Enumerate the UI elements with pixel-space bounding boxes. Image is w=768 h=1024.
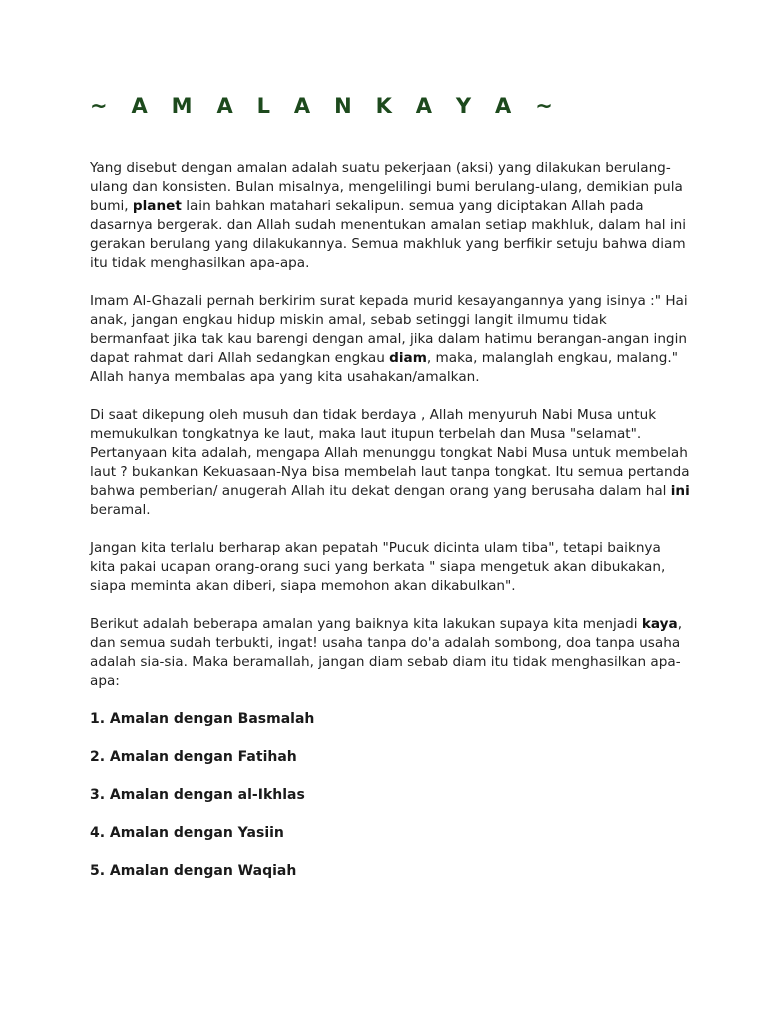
paragraph-intro [90, 159, 690, 273]
paragraph-musa [90, 406, 690, 520]
emphasis-text: ini [670, 483, 690, 499]
list-item: 1. Amalan dengan Basmalah [90, 711, 315, 727]
paragraph-text: beramal. [90, 502, 151, 518]
list-item: 4. Amalan dengan Yasiin [90, 825, 284, 841]
paragraph-text: , dan semua sudah terbukti, ingat! usaha tanpa do'a adalah sombong, doa tanpa usaha adalah sia-sia. Maka beramallah, jangan diam sebab diam itu tidak menghasilkan apa-apa: [90, 616, 683, 689]
paragraph-text: Yang disebut dengan amalan adalah suatu pekerjaan (aksi) yang dilakukan berulang-ulang dan konsisten. Bulan misalnya, mengelilingi bumi berulang-ulang, demikian pula bumi, [90, 160, 683, 214]
list-item: 2. Amalan dengan Fatihah [90, 749, 297, 765]
emphasis-text: planet [132, 198, 182, 214]
emphasis-text: diam [389, 350, 427, 366]
paragraph-amalan-intro [90, 615, 690, 691]
paragraph-text: , maka, malanglah engkau, malang." Allah hanya membalas apa yang kita usahakan/amalkan. [90, 350, 679, 385]
list-item: 3. Amalan dengan al-Ikhlas [90, 787, 305, 803]
paragraph-text: Berikut adalah beberapa amalan yang baiknya kita lakukan supaya kita menjadi [90, 616, 642, 632]
paragraph-pepatah [90, 539, 690, 596]
paragraph-text: Jangan kita terlalu berharap akan pepatah "Pucuk dicinta ulam tiba", tetapi baiknya kita pakai ucapan orang-orang suci yang berkata " siapa mengetuk akan dibukakan, siapa meminta akan diberi, siapa memohon akan dikabulkan". [90, 540, 666, 594]
paragraph-text: lain bahkan matahari sekalipun. semua yang diciptakan Allah pada dasarnya bergerak. dan Allah sudah menentukan amalan setiap makhluk, dalam hal ini gerakan berulang yang dilakukannya. Semua makhluk yang berfikir setuju bahwa diam itu tidak menghasilkan apa-apa. [90, 198, 687, 271]
document-title: ~ A M A L A N K A Y A ~ [90, 94, 562, 118]
paragraph-text: Di saat dikepung oleh musuh dan tidak berdaya , Allah menyuruh Nabi Musa untuk memukulkan tongkatnya ke laut, maka laut itupun terbelah dan Musa "selamat". Pertanyaan kita adalah, mengapa Allah menunggu tongkat Nabi Musa untuk membelah laut ? bukankan Kekuasaan-Nya bisa membelah laut tanpa tongkat. Itu semua pertanda bahwa pemberian/ anugerah Allah itu dekat dengan orang yang berusaha dalam hal [90, 407, 690, 499]
emphasis-text: kaya [641, 616, 678, 632]
list-item: 5. Amalan dengan Waqiah [90, 863, 297, 879]
paragraph-text: Imam Al-Ghazali pernah berkirim surat kepada murid kesayangannya yang isinya :" Hai anak, jangan engkau hidup miskin amal, sebab setinggi langit ilmumu tidak bermanfaat jika tak kau barengi dengan amal, jika dalam hatimu berangan-angan ingin dapat rahmat dari Allah sedangkan engkau [90, 293, 688, 366]
paragraph-ghazali [90, 292, 690, 387]
